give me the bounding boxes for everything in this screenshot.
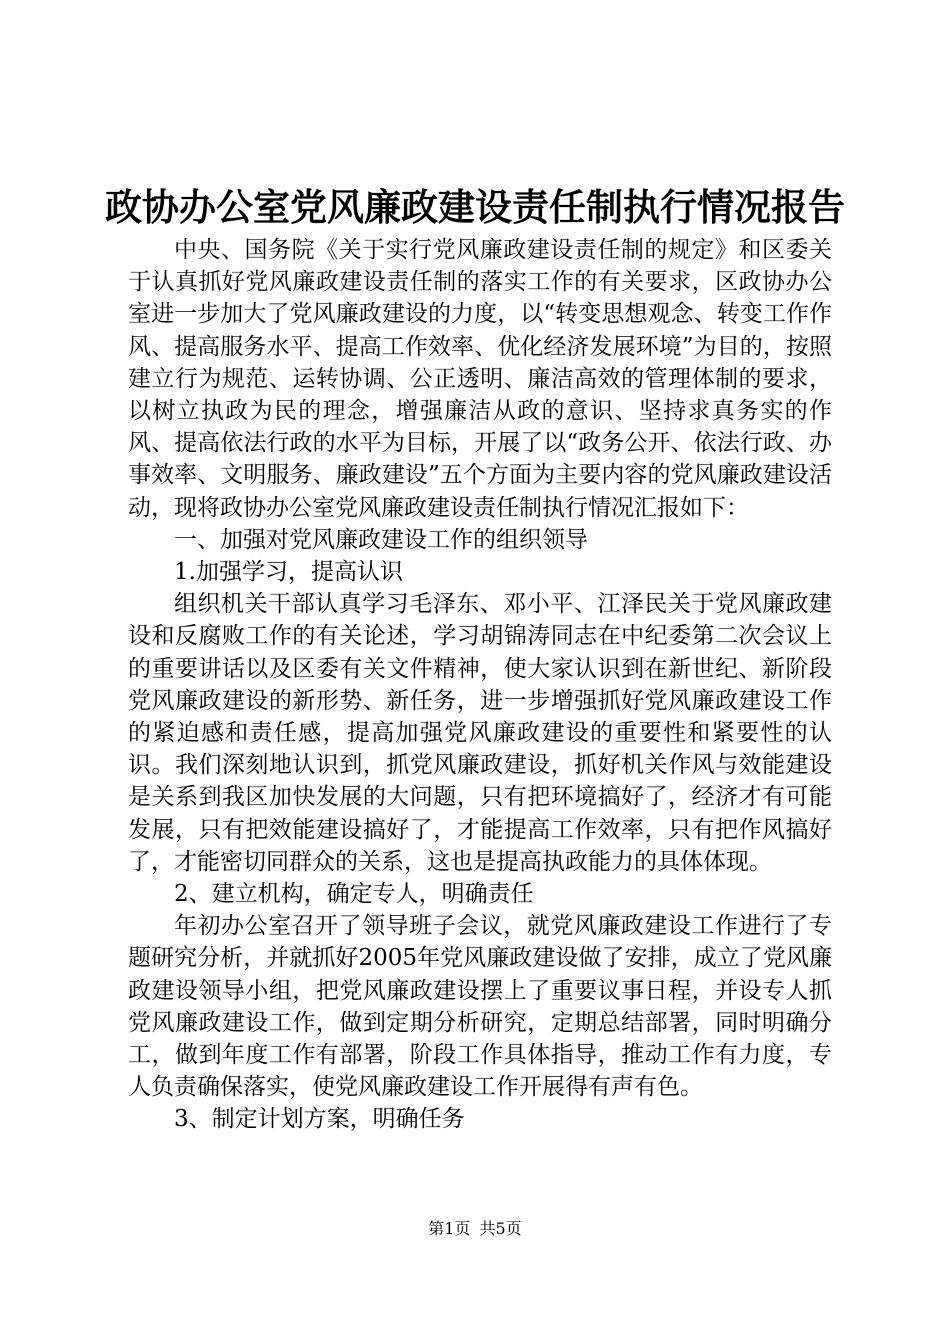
paragraph-intro: 中央、国务院《关于实行党风廉政建设责任制的规定》和区委关于认真抓好党风廉政建设责任制的落实工作的有关要求，区政协办公室进一步加大了党风廉政建设的力度，以“转变思想观念、转变工作作风、提高服务水平、提高工作效率、优化经济发展环境”为目的，按照建立行为规范、运转协调、公正透明、廉洁高效的管理体制的要求，以树立执政为民的理念，增强廉洁从政的意识、坚持求真务实的作风、提高依法行政的水平为目标，开展了以“政务公开、依法行政、办事效率、文明服务、廉政建设”五个方面为主要内容的党风廉政建设活动，现将政协办公室党风廉政建设责任制执行情况汇报如下： — [128, 237, 832, 521]
paragraph-organization: 年初办公室召开了领导班子会议，就党风廉政建设工作进行了专题研究分析，并就抓好2005年党风廉政建设做了安排，成立了党风廉政建设领导小组，把党风廉政建设摆上了重要议事日程，并设专人抓党风廉政建设工作，做到定期分析研究，定期总结部署，同时明确分工，做到年度工作有部署，阶段工作具体指导，推动工作有力度，专人负责确保落实，使党风廉政建设工作开展得有声有色。 — [128, 913, 832, 1101]
subsection-heading-1: 1.加强学习，提高认识 — [174, 559, 403, 586]
subsection-heading-2: 2、建立机构，确定专人，明确责任 — [174, 881, 534, 908]
section-heading-1: 一、加强对党风廉政建设工作的组织领导 — [174, 526, 588, 553]
subsection-heading-3: 3、制定计划方案，明确任务 — [174, 1106, 465, 1133]
paragraph-study: 组织机关干部认真学习毛泽东、邓小平、江泽民关于党风廉政建设和反腐败工作的有关论述，学习胡锦涛同志在中纪委第二次会议上的重要讲话以及区委有关文件精神，使大家认识到在新世纪、新阶段党风廉政建设的新形势、新任务，进一步增强抓好党风廉政建设工作的紧迫感和责任感，提高加强党风廉政建设的重要性和紧要性的认识。我们深刻地认识到，抓党风廉政建设，抓好机关作风与效能建设是关系到我区加快发展的大问题，只有把环境搞好了，经济才有可能发展，只有把效能建设搞好了，才能提高工作效率，只有把作风搞好了，才能密切同群众的关系，这也是提高执政能力的具体体现。 — [128, 591, 832, 875]
document-body — [128, 234, 832, 1136]
page-total: 共5页 — [479, 1219, 522, 1238]
page-number: 第1页 — [428, 1219, 471, 1238]
document-title: 政协办公室党风廉政建设责任制执行情况报告 — [105, 185, 845, 229]
page-footer — [0, 1218, 950, 1240]
